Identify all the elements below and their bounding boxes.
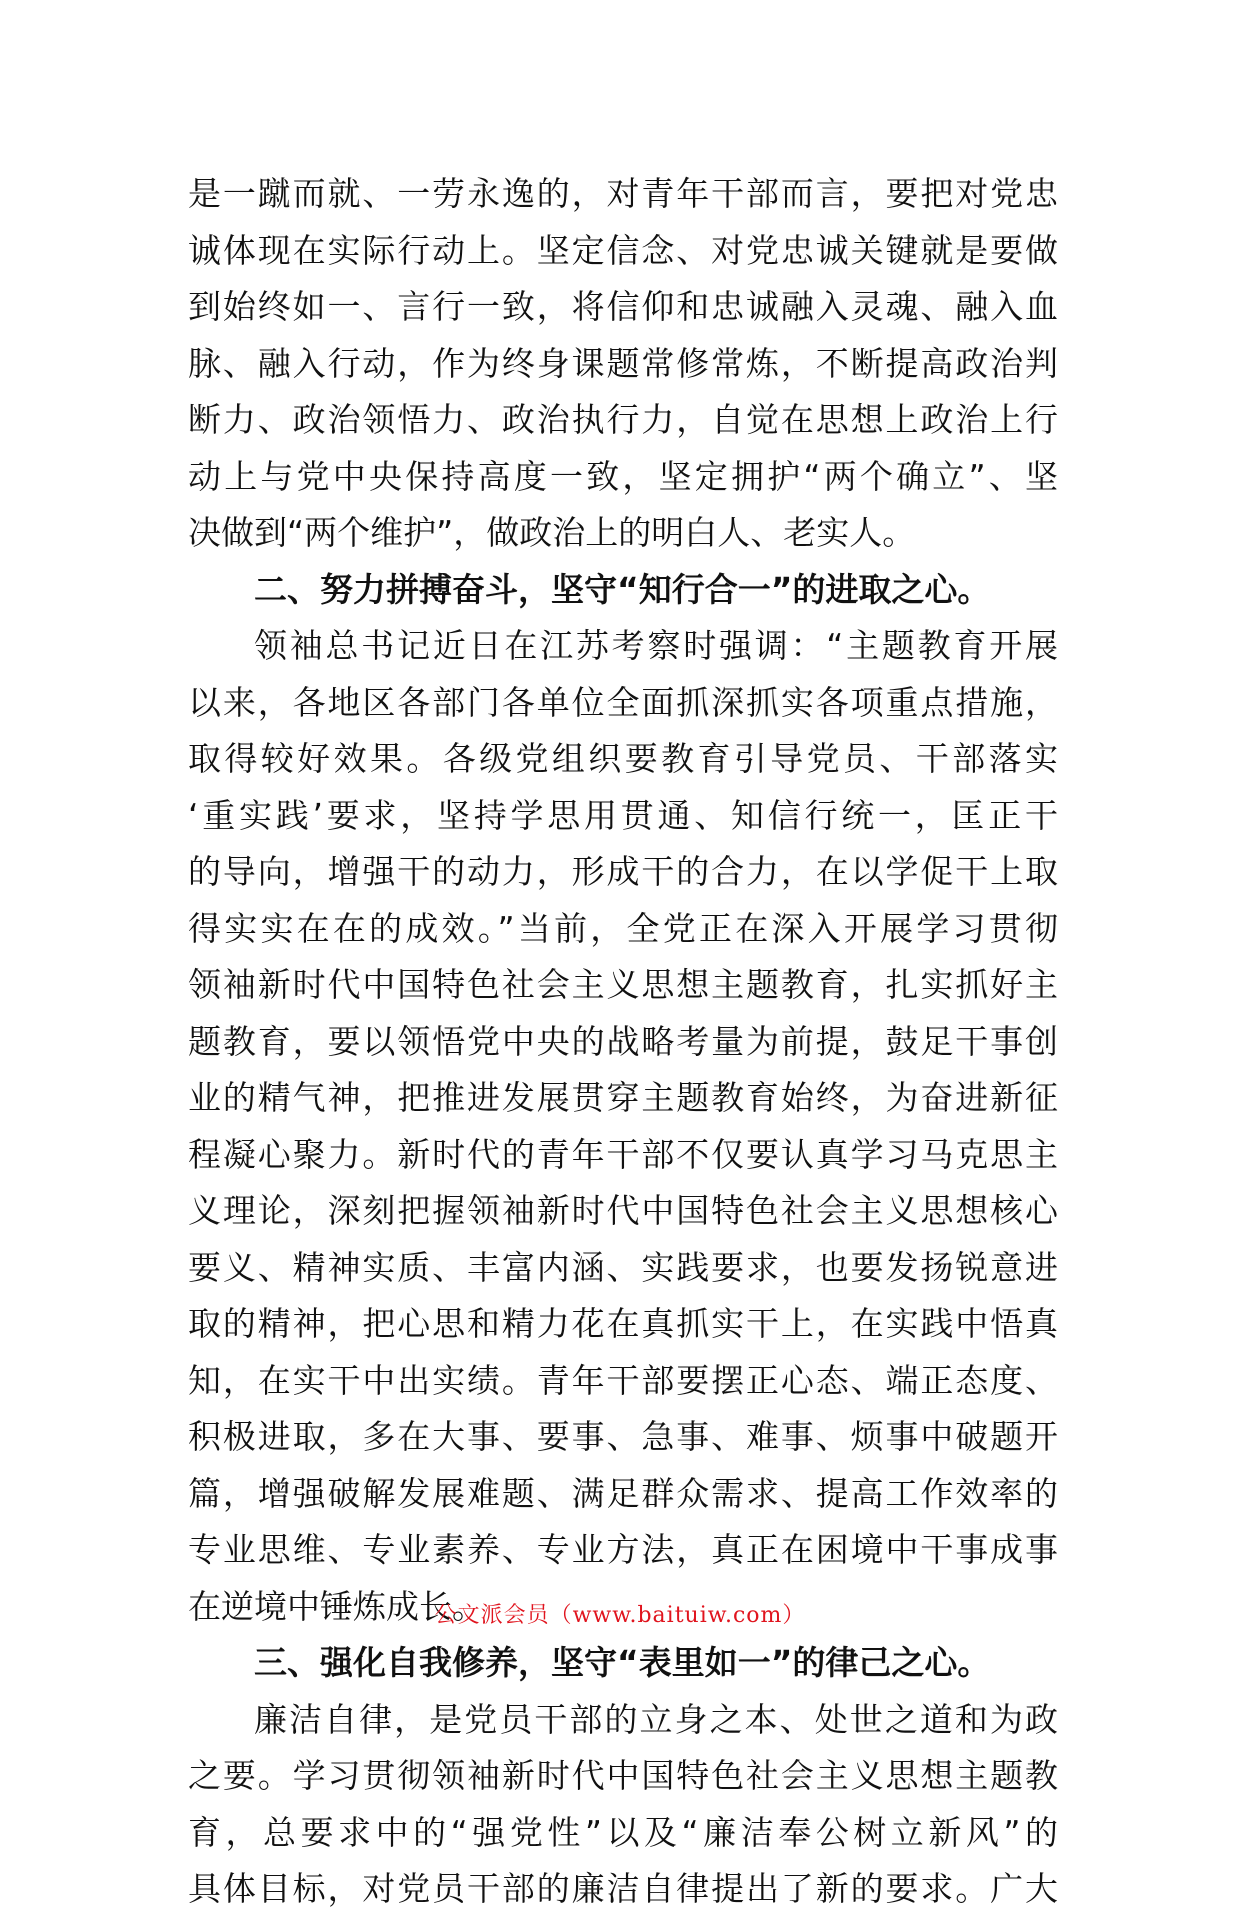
text-line: 专业思维、专业素养、专业方法，真正在困境中干事成事 <box>188 1530 1058 1569</box>
text-line: 之要。学习贯彻领袖新时代中国特色社会主义思想主题教 <box>188 1756 1058 1795</box>
text-line: 取得较好效果。各级党组织要教育引导党员、干部落实 <box>188 739 1058 778</box>
text-line: 取的精神，把心思和精力花在真抓实干上，在实践中悟真 <box>188 1304 1058 1343</box>
text-line: 义理论，深刻把握领袖新时代中国特色社会主义思想核心 <box>188 1191 1058 1230</box>
text-line: 断力、政治领悟力、政治执行力，自觉在思想上政治上行 <box>188 400 1058 439</box>
text-line: 要义、精神实质、丰富内涵、实践要求，也要发扬锐意进 <box>188 1247 1058 1287</box>
text-line: 是一蹴而就、一劳永逸的，对青年干部而言，要把对党忠 <box>188 174 1058 213</box>
text-line: 育，总要求中的“强党性”以及“廉洁奉公树立新风”的 <box>188 1812 1058 1852</box>
section-heading: 二、努力拼搏奋斗，坚守“知行合一”的进取之心。 <box>254 569 991 609</box>
text-line: 脉、融入行动，作为终身课题常修常炼，不断提高政治判 <box>188 343 1058 383</box>
text-line: 业的精气神，把推进发展贯穿主题教育始终，为奋进新征 <box>188 1078 1058 1117</box>
text-line: 到始终如一、言行一致，将信仰和忠诚融入灵魂、融入血 <box>188 287 1058 326</box>
text-line: 诚体现在实际行动上。坚定信念、对党忠诚关键就是要做 <box>188 230 1058 270</box>
text-line: 领袖总书记近日在江苏考察时强调：“主题教育开展 <box>254 626 1058 665</box>
text-line: 的导向，增强干的动力，形成干的合力，在以学促干上取 <box>188 852 1058 891</box>
text-line: 在逆境中锤炼成长。 <box>188 1586 485 1626</box>
text-line: 廉洁自律，是党员干部的立身之本、处世之道和为政 <box>254 1699 1058 1739</box>
text-line: 领袖新时代中国特色社会主义思想主题教育，扎实抓好主 <box>188 965 1058 1004</box>
text-line: 动上与党中央保持高度一致，坚定拥护“两个确立”、坚 <box>188 456 1058 496</box>
text-line: 得实实在在的成效。”当前，全党正在深入开展学习贯彻 <box>188 908 1058 948</box>
text-line: 积极进取，多在大事、要事、急事、难事、烦事中破题开 <box>188 1417 1058 1456</box>
text-line: 程凝心聚力。新时代的青年干部不仅要认真学习马克思主 <box>188 1134 1058 1174</box>
text-line: 决做到“两个维护”，做政治上的明白人、老实人。 <box>188 513 916 552</box>
text-line: 题教育，要以领悟党中央的战略考量为前提，鼓足干事创 <box>188 1021 1058 1061</box>
footer-watermark: 公文派会员（www.baituiw.com） <box>434 1603 806 1628</box>
document-body <box>188 166 1058 1918</box>
text-line: ‘重实践’要求，坚持学思用贯通、知信行统一，匡正干 <box>188 795 1058 835</box>
text-line: 知，在实干中出实绩。青年干部要摆正心态、端正态度、 <box>188 1360 1058 1400</box>
text-line: 具体目标，对党员干部的廉洁自律提出了新的要求。广大 <box>188 1869 1058 1908</box>
section-heading: 三、强化自我修养，坚守“表里如一”的律己之心。 <box>254 1643 991 1682</box>
text-line: 篇，增强破解发展难题、满足群众需求、提高工作效率的 <box>188 1473 1058 1513</box>
text-line: 以来，各地区各部门各单位全面抓深抓实各项重点措施， <box>188 682 1058 722</box>
